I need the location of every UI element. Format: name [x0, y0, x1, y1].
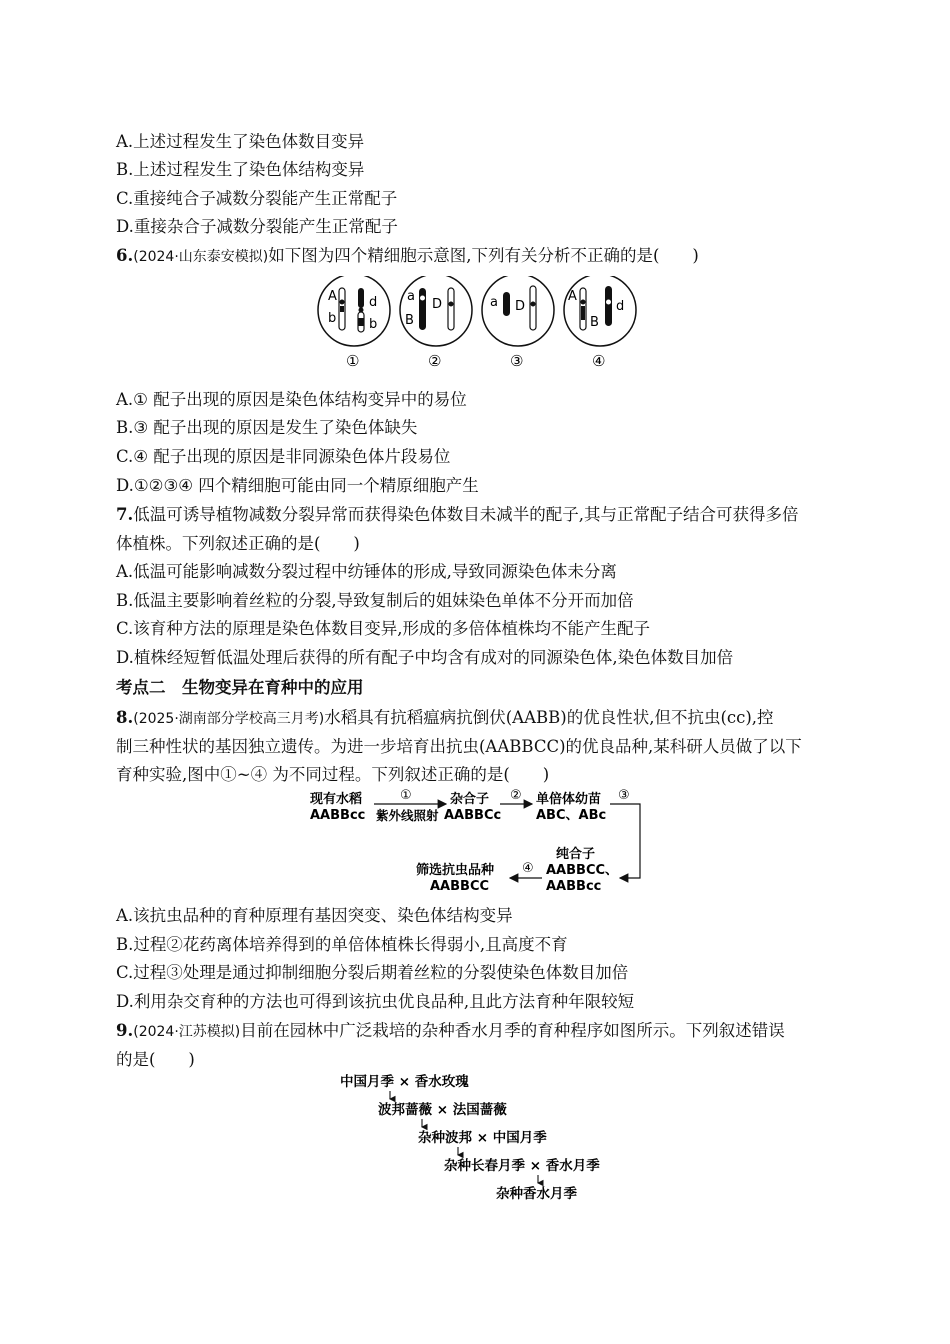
q6-stem [116, 244, 699, 269]
step3-label: ③ [618, 788, 630, 803]
q8-stem-text1: 水稻具有抗稻瘟病抗倒伏(AABB)的优良性状,但不抗虫(cc),控 [324, 708, 774, 727]
q6-number: 6. [116, 246, 134, 265]
cell-4 [564, 276, 636, 346]
cell2-label-a: a [407, 289, 415, 304]
pure-genotype-1: AABBCC、 [546, 863, 619, 878]
cell-1 [318, 276, 390, 346]
step4-label: ④ [522, 861, 534, 876]
q5-option-a: A.上述过程发生了染色体数目变异 [116, 132, 365, 151]
rose-row-4: 杂种长春月季 × 香水月季 [444, 1158, 600, 1174]
q6-option-d: D.①②③④ 四个精细胞可能由同一个精原细胞产生 [116, 476, 479, 495]
hybrid-label: 杂合子 [450, 792, 490, 807]
q8-stem-line3: 育种实验,图中①~④ 为不同过程。下列叙述正确的是( ) [116, 765, 550, 784]
sperm-cells-figure [310, 276, 650, 372]
q9-stem-line1 [116, 1019, 785, 1044]
q9-source: (2024·江苏模拟) [133, 1024, 241, 1040]
q8-option-d: D.利用杂交育种的方法也可得到该抗虫优良品种,且此方法育种年限较短 [116, 992, 635, 1011]
cell-number-1: ① [346, 352, 360, 370]
q8-source: (2025·湖南部分学校高三月考) [133, 711, 325, 727]
q7-stem-text1: 低温可诱导植物减数分裂异常而获得染色体数目未减半的配子,其与正常配子结合可获得多倍 [133, 505, 799, 524]
cell2-label-D: D [432, 297, 443, 312]
q5-option-b: B.上述过程发生了染色体结构变异 [116, 160, 365, 179]
q5-option-d: D.重接杂合子减数分裂能产生正常配子 [116, 217, 398, 236]
q7-number: 7. [116, 505, 134, 524]
cell3-label-a: a [490, 295, 498, 310]
q7-option-a: A.低温可能影响减数分裂过程中纺锤体的形成,导致同源染色体未分离 [116, 562, 617, 581]
cell1-label-b-left: b [328, 311, 337, 326]
q6-option-b: B.③ 配子出现的原因是发生了染色体缺失 [116, 418, 418, 437]
section-2-heading: 考点二 生物变异在育种中的应用 [116, 678, 364, 697]
step1-label: ① [400, 788, 412, 803]
cell1-label-d: d [369, 295, 378, 310]
q7-option-c: C.该育种方法的原理是染色体数目变异,形成的多倍体植株均不能产生配子 [116, 619, 651, 638]
q9-stem-text1: 目前在园林中广泛栽培的杂种香水月季的育种程序如图所示。下列叙述错误 [240, 1021, 785, 1040]
q8-option-c: C.过程③处理是通过抑制细胞分裂后期着丝粒的分裂使染色体数目加倍 [116, 963, 629, 982]
q7-option-d: D.植株经短暂低温处理后获得的所有配子中均含有成对的同源染色体,染色体数目加倍 [116, 648, 734, 667]
final-genotype: AABBCC [430, 879, 490, 894]
pure-label: 纯合子 [556, 847, 596, 862]
q8-option-a: A.该抗虫品种的育种原理有基因突变、染色体结构变异 [116, 906, 513, 925]
q8-number: 8. [116, 708, 134, 727]
q6-option-c: C.④ 配子出现的原因是非同源染色体片段易位 [116, 447, 451, 466]
cell4-label-B: B [590, 315, 599, 330]
breeding-flowchart [300, 784, 650, 900]
q8-stem-line1 [116, 706, 774, 731]
haploid-genotype: ABC、ABc [536, 808, 607, 823]
hybrid-genotype: AABBCc [444, 808, 502, 823]
pure-genotype-2: AABBcc [546, 879, 602, 894]
rose-breeding-figure [330, 1066, 630, 1206]
final-label: 筛选抗虫品种 [416, 863, 495, 878]
step1-note: 紫外线照射 [376, 808, 439, 823]
cell2-label-B: B [405, 313, 414, 328]
step2-label: ② [510, 788, 522, 803]
cell3-label-D: D [515, 299, 526, 314]
q6-source: (2024·山东泰安模拟) [133, 249, 269, 265]
rose-row-2: 波邦蔷薇 × 法国蔷薇 [378, 1102, 507, 1118]
cell-2 [400, 276, 472, 346]
q8-option-b: B.过程②花药离体培养得到的单倍体植株长得弱小,且高度不育 [116, 935, 568, 954]
q6-stem-text: 如下图为四个精细胞示意图,下列有关分析不正确的是( ) [268, 246, 699, 265]
rose-row-1: 中国月季 × 香水玫瑰 [340, 1074, 469, 1090]
q8-stem-line2: 制三种性状的基因独立遗传。为进一步培育出抗虫(AABBCC)的优良品种,某科研人员做了以下 [116, 737, 802, 756]
cell1-label-b-right: b [369, 317, 378, 332]
cell-number-2: ② [428, 352, 442, 370]
cell-number-3: ③ [510, 352, 524, 370]
rose-row-3: 杂种波邦 × 中国月季 [418, 1130, 547, 1146]
cell4-label-A: A [568, 289, 577, 304]
q9-stem-line2: 的是( ) [116, 1050, 195, 1069]
q7-stem-line1 [116, 503, 798, 527]
cell4-label-d: d [616, 299, 625, 314]
q6-option-a: A.① 配子出现的原因是染色体结构变异中的易位 [116, 390, 467, 409]
q9-number: 9. [116, 1021, 134, 1040]
cell-3 [482, 276, 554, 346]
start-label: 现有水稻 [310, 792, 363, 807]
haploid-label: 单倍体幼苗 [536, 792, 602, 807]
cell1-label-A: A [328, 289, 337, 304]
cell-number-4: ④ [592, 352, 606, 370]
q7-option-b: B.低温主要影响着丝粒的分裂,导致复制后的姐妹染色单体不分开而加倍 [116, 591, 634, 610]
rose-row-5: 杂种香水月季 [496, 1186, 577, 1202]
start-genotype: AABBcc [310, 808, 366, 823]
q7-stem-line2: 体植株。下列叙述正确的是( ) [116, 534, 360, 553]
q5-option-c: C.重接纯合子减数分裂能产生正常配子 [116, 189, 398, 208]
